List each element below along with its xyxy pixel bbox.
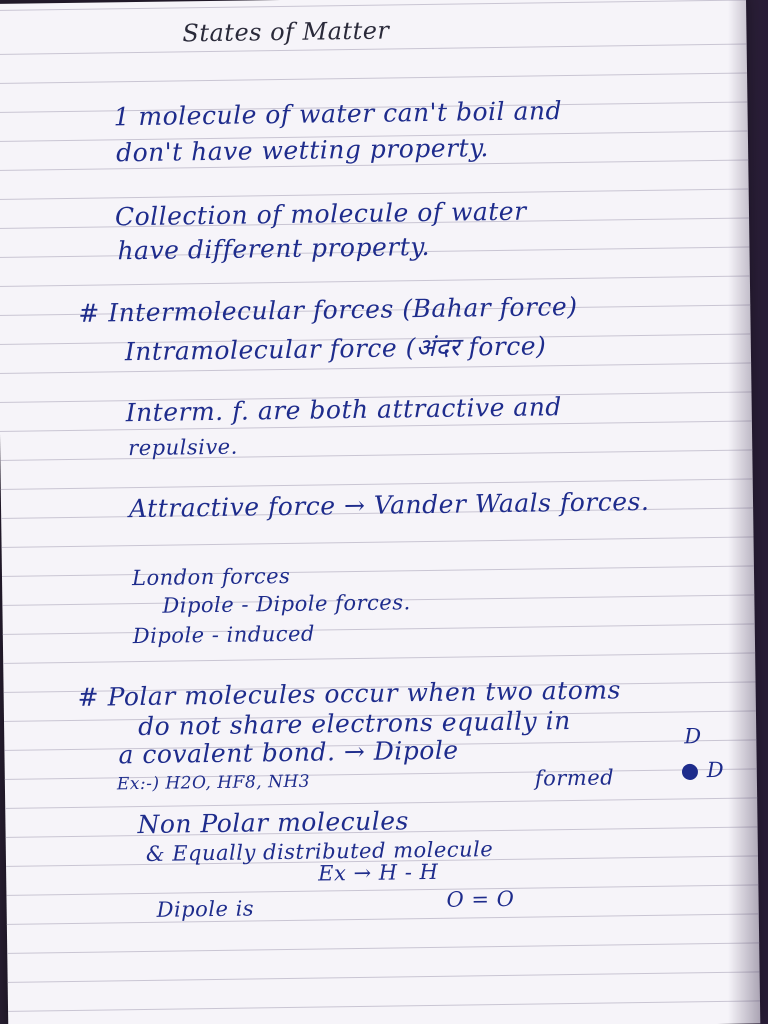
note-example-1: Ex:-) H2O, HF8, NH3 xyxy=(116,771,311,795)
note-line-8: repulsive. xyxy=(128,434,238,461)
note-line-12: Dipole - induced xyxy=(132,621,316,649)
note-line-18: Dipole is xyxy=(156,896,255,922)
dipole-mark-2: ● D xyxy=(680,757,725,783)
note-line-16: Non Polar molecules xyxy=(137,806,410,840)
note-line-6: Intramolecular force (अंदर force) xyxy=(124,331,547,367)
note-example-2: Ex → H - H xyxy=(318,859,439,886)
note-line-17: & Equally distributed molecule xyxy=(145,837,494,866)
note-line-9: Attractive force → Vander Waals forces. xyxy=(128,486,650,524)
note-line-5: # Intermolecular forces (Bahar force) xyxy=(78,291,578,328)
note-line-4: have different property. xyxy=(117,231,431,266)
note-line-3: Collection of molecule of water xyxy=(114,196,527,232)
note-example-3: O = O xyxy=(446,886,515,912)
note-line-13: # Polar molecules occur when two atoms xyxy=(77,675,621,712)
note-line-11: Dipole - Dipole forces. xyxy=(162,590,411,618)
note-line-14: do not share electrons equally in xyxy=(137,706,571,742)
page-title: States of Matter xyxy=(182,16,390,48)
page-edge-shadow xyxy=(728,0,768,1024)
dipole-mark-1: D xyxy=(684,724,702,749)
note-line-10: London forces xyxy=(131,563,291,591)
note-line-2: don't have wetting property. xyxy=(115,133,490,168)
note-line-1: 1 molecule of water can't boil and xyxy=(113,96,563,132)
note-line-15: a covalent bond. → Dipole xyxy=(118,735,459,770)
note-formed: formed xyxy=(534,765,615,791)
note-line-7: Interm. f. are both attractive and xyxy=(125,392,563,428)
